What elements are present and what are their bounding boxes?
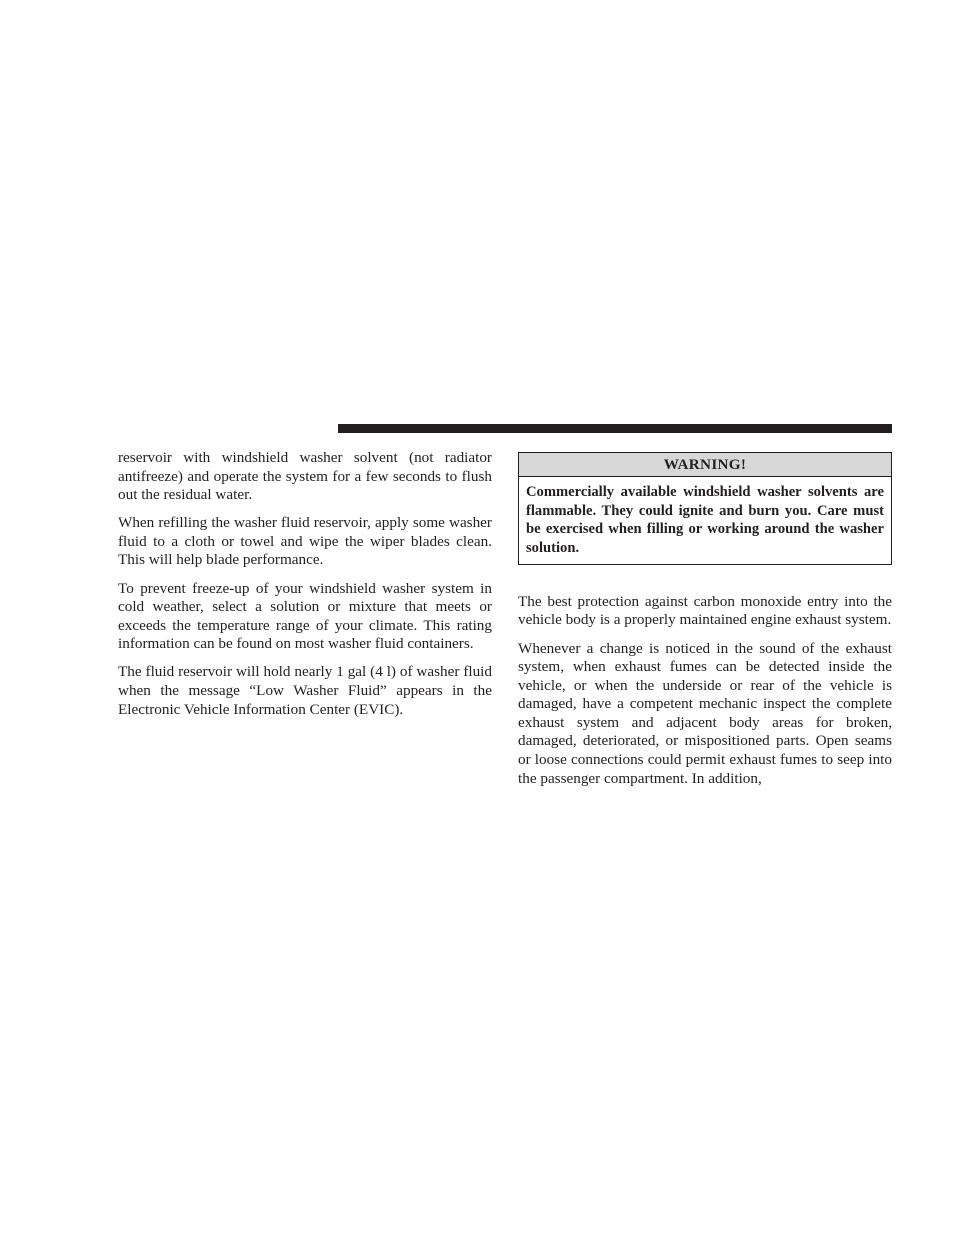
section-header-bar <box>338 424 892 433</box>
right-column <box>518 449 892 798</box>
warning-box <box>518 452 892 565</box>
exhaust-text <box>518 593 892 788</box>
paragraph-exhaust-inspection: Whenever a change is noticed in the sound of the exhaust system, when exhaust fumes can be detected inside the vehicle, or when the underside or rear of the vehicle is damaged, have a competent mechanic inspect the complete exhaust system and adjacent body areas for broken, damaged, deteriorated, or mispositioned parts. Open seams or loose connections could permit exhaust fumes to seep into the passenger compartment. In addition, <box>518 639 892 787</box>
left-column <box>118 449 492 729</box>
paragraph-prevent-freeze-up: To prevent freeze-up of your windshield washer system in cold weather, select a solution or mixture that meets or exceeds the temperature range of your climate. This rating information can be found on most washer fluid containers. <box>118 579 492 653</box>
warning-title: WARNING! <box>519 453 891 477</box>
paragraph-reservoir-capacity: The fluid reservoir will hold nearly 1 gal (4 l) of washer fluid when the message “Low Washer Fluid” appears in the Electronic Vehicle Information Center (EVIC). <box>118 663 492 718</box>
warning-body: Commercially available windshield washer solvents are flammable. They could ignite and burn you. Care must be exercised when filling or working around the washer solution. <box>526 484 884 557</box>
paragraph-exhaust-protection: The best protection against carbon monoxide entry into the vehicle body is a properly maintained engine exhaust system. <box>518 592 892 629</box>
paragraph-flush-residual-water: reservoir with windshield washer solvent (not radiator antifreeze) and operate the system for a few seconds to flush out the residual water. <box>118 449 492 504</box>
paragraph-refilling-reservoir: When refilling the washer fluid reservoir, apply some washer fluid to a cloth or towel and wipe the wiper blades clean. This will help blade performance. <box>118 514 492 569</box>
